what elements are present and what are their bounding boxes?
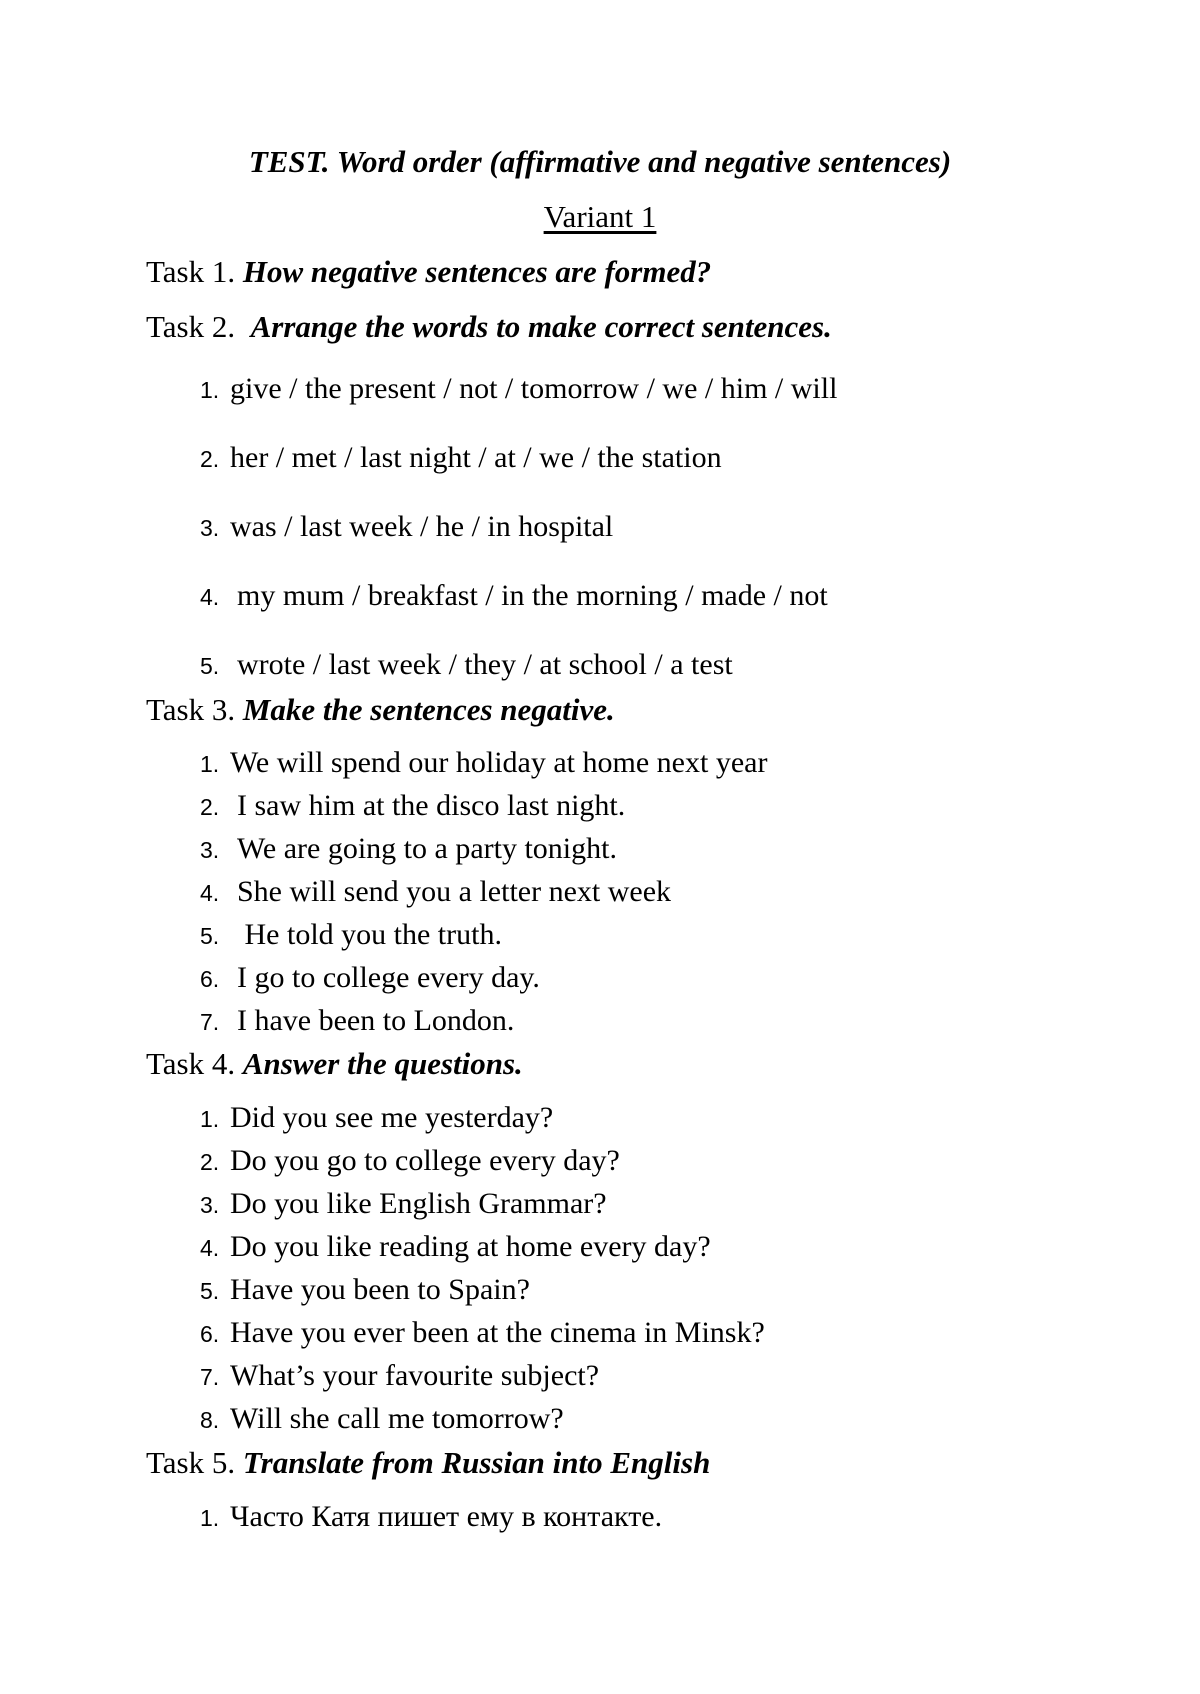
task-5-heading xyxy=(146,1447,710,1478)
item-text: Did you see me yesterday? xyxy=(230,1101,554,1134)
item-number: 4. xyxy=(200,880,220,906)
task-4-item-4 xyxy=(200,1232,711,1262)
item-text: What’s your favourite subject? xyxy=(230,1359,600,1392)
item-text: wrote / last week / they / at school / a test xyxy=(237,648,733,681)
item-text: We will spend our holiday at home next year xyxy=(230,746,768,779)
item-number: 7. xyxy=(200,1364,220,1390)
item-number: 5. xyxy=(200,653,220,679)
task-2-item-3 xyxy=(200,512,613,542)
item-text: I have been to London. xyxy=(237,1004,515,1037)
task-4-instruction: Answer the questions. xyxy=(242,1046,523,1081)
item-text: Do you like reading at home every day? xyxy=(230,1230,711,1263)
task-1-label: Task 1. xyxy=(146,254,243,289)
task-1-heading xyxy=(146,256,711,287)
task-4-item-2 xyxy=(200,1146,620,1176)
task-2-heading xyxy=(146,311,832,342)
item-number: 1. xyxy=(200,1505,220,1531)
task-2-instruction: Arrange the words to make correct sentences. xyxy=(250,309,832,344)
item-number: 3. xyxy=(200,1192,220,1218)
item-text: Will she call me tomorrow? xyxy=(230,1402,564,1435)
item-number: 4. xyxy=(200,584,220,610)
item-text: We are going to a party tonight. xyxy=(237,832,617,865)
item-text: I saw him at the disco last night. xyxy=(237,789,626,822)
task-4-item-6 xyxy=(200,1318,765,1348)
task-3-item-4 xyxy=(200,877,671,907)
item-number: 1. xyxy=(200,751,220,777)
item-text: She will send you a letter next week xyxy=(237,875,672,908)
item-number: 5. xyxy=(200,923,220,949)
task-2-item-5 xyxy=(200,650,733,680)
task-4-heading xyxy=(146,1048,523,1079)
item-number: 2. xyxy=(200,446,220,472)
task-3-label: Task 3. xyxy=(146,692,243,727)
item-number: 2. xyxy=(200,1149,220,1175)
item-text: I go to college every day. xyxy=(237,961,540,994)
task-5-instruction: Translate from Russian into English xyxy=(242,1445,711,1480)
task-4-item-8 xyxy=(200,1404,564,1434)
task-4-item-3 xyxy=(200,1189,607,1219)
item-text: Have you ever been at the cinema in Minsk? xyxy=(230,1316,765,1349)
item-number: 1. xyxy=(200,377,220,403)
task-3-item-2 xyxy=(200,791,625,821)
document-title: TEST. Word order (affirmative and negative sentences) xyxy=(248,144,952,179)
task-3-item-1 xyxy=(200,748,767,778)
item-number: 3. xyxy=(200,837,220,863)
task-2-label: Task 2. xyxy=(146,309,251,344)
task-2-item-2 xyxy=(200,443,722,473)
task-5-label: Task 5. xyxy=(146,1445,243,1480)
task-2-item-1 xyxy=(200,374,837,404)
item-number: 8. xyxy=(200,1407,220,1433)
item-number: 6. xyxy=(200,966,220,992)
task-3-item-3 xyxy=(200,834,617,864)
task-4-item-7 xyxy=(200,1361,599,1391)
task-3-instruction: Make the sentences negative. xyxy=(242,692,615,727)
item-text: Have you been to Spain? xyxy=(230,1273,530,1306)
item-number: 6. xyxy=(200,1321,220,1347)
item-text: my mum / breakfast / in the morning / made / not xyxy=(237,579,828,612)
task-3-item-6 xyxy=(200,963,540,993)
task-3-item-7 xyxy=(200,1006,514,1036)
item-text: give / the present / not / tomorrow / we / him / will xyxy=(230,372,838,405)
item-text: Часто Катя пишет ему в контакте. xyxy=(230,1500,663,1533)
variant-label xyxy=(0,201,1200,232)
item-number: 2. xyxy=(200,794,220,820)
task-4-label: Task 4. xyxy=(146,1046,243,1081)
item-number: 1. xyxy=(200,1106,220,1132)
item-text: Do you go to college every day? xyxy=(230,1144,620,1177)
task-4-item-1 xyxy=(200,1103,553,1133)
item-number: 3. xyxy=(200,515,220,541)
task-4-item-5 xyxy=(200,1275,530,1305)
task-5-item-1 xyxy=(200,1502,662,1532)
item-number: 7. xyxy=(200,1009,220,1035)
item-text: He told you the truth. xyxy=(237,918,502,951)
item-text: her / met / last night / at / we / the station xyxy=(230,441,722,474)
item-number: 5. xyxy=(200,1278,220,1304)
task-3-heading xyxy=(146,694,615,725)
task-1-instruction: How negative sentences are formed? xyxy=(242,254,712,289)
variant-text: Variant 1 xyxy=(543,199,657,234)
item-text: Do you like English Grammar? xyxy=(230,1187,607,1220)
task-3-item-5 xyxy=(200,920,502,950)
item-text: was / last week / he / in hospital xyxy=(230,510,614,543)
item-number: 4. xyxy=(200,1235,220,1261)
task-2-item-4 xyxy=(200,581,828,611)
